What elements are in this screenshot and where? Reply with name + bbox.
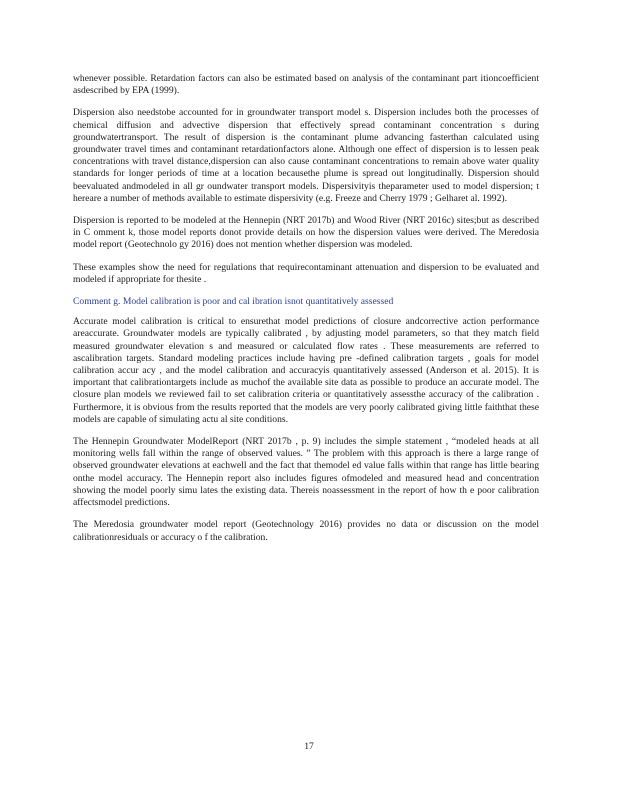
paragraph-dispersion-sites: Dispersion is reported to be modeled at the Hennepin (NRT 2017b) and Wood River (NRT 2016c) sites;but as described in C omment k, those model reports donot provide details on how the dispersion values were derived. The Meredosia model report (Geotechnolo gy 2016) does not mention whether dispersion was modeled.	[73, 215, 539, 251]
comment-g-heading: Comment g. Model calibration is poor and cal ibration isnot quantitatively assessed	[73, 296, 394, 308]
paragraph-hennepin-report: The Hennepin Groundwater ModelReport (NRT 2017b , p. 9) includes the simple statement , “modeled heads at all monitoring wells fall within the range of observed values. ” The problem with this approach is there a large range of observed groundwater elevations at eachwell and the fact that themodel ed value falls within that range has little bearing onthe model accuracy. The Hennepin report also includes figures ofmodeled and measured head and concentration showing the model poorly simu lates the existing data. Thereis noassessment in the report of how th e poor calibration affectsmodel predictions.	[73, 436, 539, 509]
paragraph-dispersion: Dispersion also needstobe accounted for in groundwater transport model s. Dispersion includes both the processes of chemical diffusion and advective dispersion that effectively spread contaminant concentration s during groundwatertransport. The result of dispersion is the contaminant plume advancing fasterthan calculated using groundwater travel times and contaminant retardationfactors alone. Although one effect of dispersion is to lessen peak concentrations with travel distance,dispersion can also cause contaminant concentrations to remain above water quality standards for longer periods of time at a location becausethe plume is spread out longitudinally. Dispersion should beevaluated andmodeled in all gr oundwater transport models. Dispersivityis theparameter used to model dispersion; t hereare a number of methods available to estimate dispersivity (e.g. Freeze and Cherry 1979 ; Gelharet al. 1992).	[73, 107, 539, 204]
paragraph-examples: These examples show the need for regulations that requirecontaminant attenuation and dispersion to be evaluated and modeled if appropriate for thesite .	[73, 261, 539, 285]
document-body	[73, 73, 539, 554]
paragraph-meredosia-report: The Meredosia groundwater model report (Geotechnology 2016) provides no data or discussion on the model calibrationresiduals or accuracy o f the calibration.	[73, 519, 539, 543]
paragraph-calibration: Accurate model calibration is critical to ensurethat model predictions of closure andcorrective action performance areaccurate. Groundwater models are typically calibrated , by adjusting model parameters, so that they match field measured groundwater elevation s and measured or calculated flow rates . These measurements are referred to ascalibration targets. Standard modeling practices include having pre -defined calibration targets , goals for model calibration accur acy , and the model calibration and accuracyis quantitatively assessed (Anderson et al. 2015). It is important that calibrationtargets include as muchof the available site data as possible to produce an accurate model. The closure plan models we reviewed fail to set calibration criteria or quantitatively assessthe accuracy of the calibration . Furthermore, it is obvious from the results reported that the models are very poorly calibrated giving little faiththat these models are capable of simulating actu al site conditions.	[73, 316, 539, 425]
page-number: 17	[304, 741, 314, 752]
paragraph-retardation-continued: whenever possible. Retardation factors can also be estimated based on analysis of the contaminant part itioncoefficient asdescribed by EPA (1999).	[73, 73, 539, 97]
